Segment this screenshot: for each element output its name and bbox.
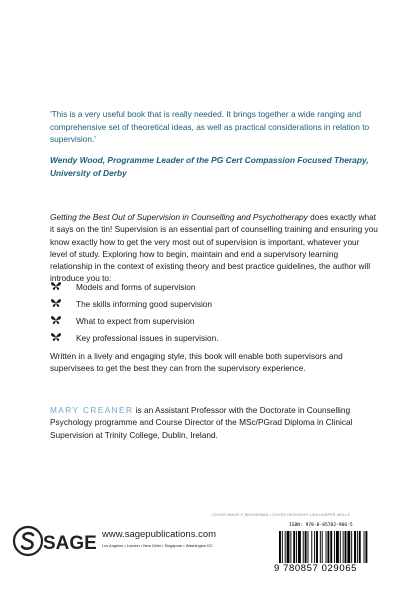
topic-label: The skills informing good supervision	[76, 299, 213, 309]
barcode-bar	[334, 531, 335, 563]
barcode-bar	[327, 531, 329, 563]
topic-label: Models and forms of supervision	[76, 282, 196, 292]
barcode-bar	[359, 531, 361, 563]
butterfly-icon	[50, 315, 62, 325]
sage-logo-text: SAGE	[43, 533, 97, 554]
barcode-bar	[285, 531, 286, 563]
barcode-bar	[279, 531, 281, 563]
topic-label: Key professional issues in supervision.	[76, 333, 219, 343]
closing-paragraph: Written in a lively and engaging style, this book will enable both supervisors and supervisees to get the best they can from the supervisory experience.	[50, 351, 343, 374]
list-item	[50, 332, 380, 349]
endorsement-quote	[50, 108, 380, 146]
barcode-bar	[303, 531, 304, 563]
description-body: does exactly what it says on the tin! Supervision is an essential part of counselling training and ensuring you know exactly how to get the very most out of supervision is important, whatever your level of study. Exploring how to begin, maintain and end a supervisory learning relationship in the context of existing theory and best practice guidelines, the author will introduce you to:	[50, 212, 378, 284]
barcode-bar	[354, 531, 356, 563]
topic-label: What to expect from supervision	[76, 316, 195, 326]
barcode-bar	[330, 531, 332, 563]
barcode-block	[269, 520, 404, 576]
book-description	[50, 211, 378, 285]
barcode-bar	[351, 531, 352, 563]
barcode	[277, 531, 397, 563]
barcode-bar	[364, 531, 365, 563]
butterfly-icon	[50, 298, 62, 308]
barcode-bar	[322, 531, 323, 563]
book-title: Getting the Best Out of Supervision in Counselling and Psychotherapy	[50, 212, 308, 222]
barcode-bar	[305, 531, 307, 563]
barcode-bar	[293, 531, 295, 563]
barcode-bar	[298, 531, 301, 563]
endorsement-attribution: Wendy Wood, Programme Leader of the PG Cert Compassion Focused Therapy, University of Derby	[50, 155, 369, 178]
barcode-bar	[311, 531, 312, 563]
barcode-bar	[320, 531, 321, 563]
barcode-bar	[296, 531, 297, 563]
barcode-digits: 9 780857 029065	[274, 563, 357, 574]
list-item	[50, 315, 380, 332]
list-item	[50, 298, 380, 315]
barcode-bar	[290, 531, 291, 563]
barcode-bar	[336, 531, 339, 563]
barcode-bar	[340, 531, 341, 563]
barcode-bar	[316, 531, 318, 563]
barcode-bar	[287, 531, 290, 563]
publisher-website: www.sagepublications.com	[102, 529, 217, 540]
barcode-bar	[314, 531, 315, 563]
cover-credits: COVER IMAGE © BRIDGEMAN • COVER DESIGN BY LISA HARPER-WELLS	[212, 513, 351, 517]
barcode-bar	[365, 531, 367, 563]
topics-list	[50, 281, 380, 349]
author-name: MARY CREANER	[50, 405, 134, 415]
butterfly-icon	[50, 332, 62, 342]
author-bio	[50, 404, 380, 441]
barcode-bar	[357, 531, 358, 563]
author-bio-text: is an Assistant Professor with the Doctorate in Counselling Psychology programme and Course Director of the MSc/PGrad Diploma in Clinical Supervision at Trinity College, Dublin, Ireland.	[50, 405, 353, 440]
endorsement-text: 'This is a very useful book that is really needed. It brings together a wide ranging and comprehensive set of theoretical ideas, as well as practical considerations in relation to supervision.'	[50, 109, 370, 144]
barcode-bar	[326, 531, 327, 563]
barcode-bar	[282, 531, 283, 563]
publisher-cities: Los Angeles • London • New Delhi • Singapore • Washington DC	[102, 543, 213, 548]
isbn-label: ISBN: 978-0-85702-906-5	[289, 523, 353, 528]
barcode-bar	[308, 531, 309, 563]
publisher-block	[12, 525, 232, 559]
barcode-bar	[347, 531, 350, 563]
list-item	[50, 281, 380, 298]
barcode-bar	[343, 531, 344, 563]
butterfly-icon	[50, 281, 62, 291]
barcode-bar	[345, 531, 347, 563]
sage-logo	[12, 525, 98, 559]
